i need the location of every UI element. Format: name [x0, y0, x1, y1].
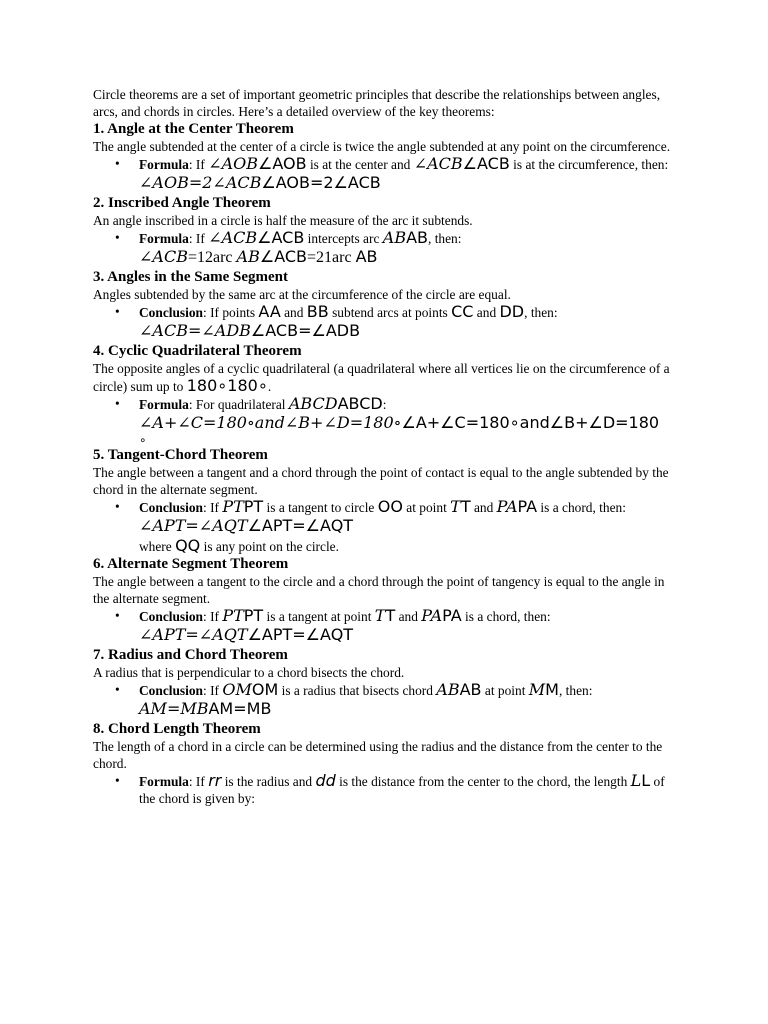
text: : If	[203, 683, 223, 698]
formula-label: Formula	[139, 157, 189, 172]
math: PA	[496, 497, 518, 516]
section-7-equation	[139, 699, 678, 720]
math: =21arc	[307, 249, 356, 266]
section-4-equation	[139, 413, 678, 434]
math: OM	[251, 680, 279, 699]
section-1-heading: 1. Angle at the Center Theorem	[93, 121, 294, 137]
section-2-equation	[139, 247, 678, 268]
math: L	[641, 771, 651, 790]
math: ∠AOB=2∠ACB	[139, 173, 262, 192]
section-5-where	[139, 537, 678, 555]
section-2-body: An angle inscribed in a circle is half the measure of the arc it subtends.	[93, 213, 473, 228]
section-1-bullet	[93, 155, 678, 194]
text: is at the center and	[306, 157, 414, 172]
math: ∠APT=∠AQT	[247, 516, 354, 535]
math: AM=MB	[139, 699, 209, 718]
math: BB	[306, 302, 329, 321]
math: ABCD	[337, 394, 383, 413]
formula-label: Formula	[139, 774, 189, 789]
math: ∠ACB	[208, 228, 258, 247]
math: ∠ACB	[462, 154, 510, 173]
math: PT	[243, 497, 264, 516]
section-1-equation	[139, 173, 678, 194]
text: is a chord, then:	[537, 500, 626, 515]
math: T	[374, 606, 386, 625]
math: PA	[421, 606, 443, 625]
bullet-icon: •	[115, 156, 120, 171]
section-2-heading: 2. Inscribed Angle Theorem	[93, 195, 271, 211]
text: is a tangent at point	[263, 609, 375, 624]
math: dd	[315, 771, 336, 790]
math: ∘	[139, 433, 147, 447]
math: ∠ACB	[257, 228, 305, 247]
math: AB	[436, 680, 460, 699]
math: ∠AOB	[208, 154, 259, 173]
text: : If points	[203, 305, 259, 320]
section-8-body: The length of a chord in a circle can be determined using the radius and the distance from the center to the chord.	[93, 739, 663, 771]
section-7-heading: 7. Radius and Chord Theorem	[93, 647, 288, 663]
math: T	[460, 497, 471, 516]
section-1-list	[93, 155, 678, 194]
math: PA	[442, 606, 462, 625]
math: PT	[222, 606, 244, 625]
text: : If	[188, 231, 209, 246]
math: AB	[406, 228, 428, 247]
section-1-body: The angle subtended at the center of a circle is twice the angle subtended at any point on the circumference.	[93, 139, 671, 154]
math: OM	[222, 680, 252, 699]
math: AB	[459, 680, 482, 699]
text: is a radius that bisects chord	[278, 683, 437, 698]
text: and	[470, 500, 497, 515]
bullet-icon: •	[115, 682, 120, 697]
text: is any point on the circle.	[200, 539, 339, 554]
math: =12arc	[187, 249, 237, 266]
text: : If	[188, 157, 209, 172]
math: OO	[377, 497, 403, 516]
section-2-list	[93, 229, 678, 268]
section-7-bullet	[93, 681, 678, 720]
math: AB	[236, 247, 260, 266]
section-4-bullet	[93, 395, 678, 446]
conclusion-label: Conclusion	[139, 500, 203, 515]
section-6-list	[93, 607, 678, 646]
math: PT	[243, 606, 264, 625]
bullet-icon: •	[115, 396, 120, 411]
text: of the chord is given by:	[139, 774, 665, 806]
section-4-heading: 4. Cyclic Quadrilateral Theorem	[93, 343, 302, 359]
text: , then:	[558, 683, 593, 698]
section-2-bullet	[93, 229, 678, 268]
section-6-equation	[139, 625, 678, 646]
text: where	[139, 539, 176, 554]
math: CC	[451, 302, 474, 321]
text: and	[395, 609, 422, 624]
formula-label: Formula	[139, 231, 189, 246]
section-5-bullet	[93, 498, 678, 555]
math: ∠A+∠C=180∘and∠B+∠D=180∘	[139, 413, 402, 432]
text: , then:	[428, 231, 462, 246]
conclusion-label: Conclusion	[139, 683, 203, 698]
conclusion-label: Conclusion	[139, 609, 203, 624]
formula-label: Formula	[139, 397, 189, 412]
math: rr	[208, 771, 222, 790]
math: PA	[517, 497, 538, 516]
intro-paragraph: Circle theorems are a set of important geometric principles that describe the relationships between angles, arcs, and chords in circles. Here’s a detailed overview of the key theorems:	[93, 87, 661, 119]
math: ∠ACB	[259, 247, 307, 266]
section-4-list	[93, 395, 678, 446]
section-3-body: Angles subtended by the same arc at the circumference of the circle are equal.	[93, 287, 511, 302]
section-3-list	[93, 303, 678, 342]
math: T	[450, 497, 461, 516]
math: QQ	[175, 536, 201, 555]
math: ∠APT=∠AQT	[139, 516, 248, 535]
text: .	[267, 379, 272, 394]
text: : If	[188, 774, 209, 789]
math: ∠AOB	[258, 154, 307, 173]
document-page	[93, 86, 678, 807]
conclusion-label: Conclusion	[139, 305, 203, 320]
math: 180∘180∘	[186, 376, 268, 395]
text: and	[473, 305, 500, 320]
section-5-heading: 5. Tangent-Chord Theorem	[93, 447, 268, 463]
section-8-list	[93, 772, 678, 807]
bullet-icon: •	[115, 230, 120, 245]
section-6-bullet	[93, 607, 678, 646]
section-5-equation	[139, 516, 678, 537]
section-5-list	[93, 498, 678, 555]
math: ∠ACB	[413, 154, 463, 173]
math: ∠AOB=2∠ACB	[261, 173, 381, 192]
text: : For quadrilateral	[188, 397, 289, 412]
section-4-body	[93, 360, 678, 395]
bullet-icon: •	[115, 773, 120, 788]
text: The opposite angles of a cyclic quadrilateral (a quadrilateral where all vertices lie on the circumference of a circle) sum up to	[93, 361, 670, 394]
text: , then:	[524, 305, 558, 320]
math: T	[385, 606, 396, 625]
text: and	[280, 305, 307, 320]
section-7-body: A radius that is perpendicular to a chord bisects the chord.	[93, 665, 405, 680]
section-5-body: The angle between a tangent and a chord through the point of contact is equal to the angle subtended by the chord in the alternate segment.	[93, 465, 669, 497]
math: ABCD	[288, 394, 338, 413]
text: is the radius and	[221, 774, 316, 789]
text: : If	[203, 609, 223, 624]
section-6-heading: 6. Alternate Segment Theorem	[93, 556, 289, 572]
math: M	[528, 680, 546, 699]
math: AB	[382, 228, 407, 247]
section-8-bullet	[93, 772, 678, 807]
text: intercepts arc	[304, 231, 383, 246]
math: AB	[355, 247, 378, 266]
math: ∠ACB=∠ADB	[250, 321, 361, 340]
text: subtend arcs at points	[328, 305, 452, 320]
math: DD	[499, 302, 525, 321]
math: AM=MB	[208, 699, 272, 718]
section-8-heading: 8. Chord Length Theorem	[93, 721, 261, 737]
math: ∠APT=∠AQT	[247, 625, 354, 644]
section-7-list	[93, 681, 678, 720]
bullet-icon: •	[115, 608, 120, 623]
math: L	[630, 771, 642, 790]
section-3-bullet	[93, 303, 678, 342]
math: M	[545, 680, 559, 699]
bullet-icon: •	[115, 499, 120, 514]
section-3-heading: 3. Angles in the Same Segment	[93, 269, 288, 285]
math: PT	[222, 497, 244, 516]
math: ∠APT=∠AQT	[139, 625, 248, 644]
text: at point	[481, 683, 529, 698]
section-3-equation	[139, 321, 678, 342]
text: is at the circumference, then:	[509, 157, 669, 172]
text: : If	[203, 500, 223, 515]
section-4-equation-wrap	[139, 434, 678, 446]
bullet-icon: •	[115, 304, 120, 319]
text: is the distance from the center to the chord, the length	[335, 774, 631, 789]
text: is a chord, then:	[461, 609, 551, 624]
math: ∠ACB=∠ADB	[139, 321, 251, 340]
text: is a tangent to circle	[263, 500, 378, 515]
text: at point	[402, 500, 451, 515]
section-6-body: The angle between a tangent to the circle and a chord through the point of tangency is equal to the angle in the alternate segment.	[93, 574, 665, 606]
math: ∠ACB	[139, 247, 188, 266]
math: AA	[258, 302, 281, 321]
math: ∠A+∠C=180∘and∠B+∠D=180	[401, 413, 660, 432]
text: :	[382, 397, 387, 412]
